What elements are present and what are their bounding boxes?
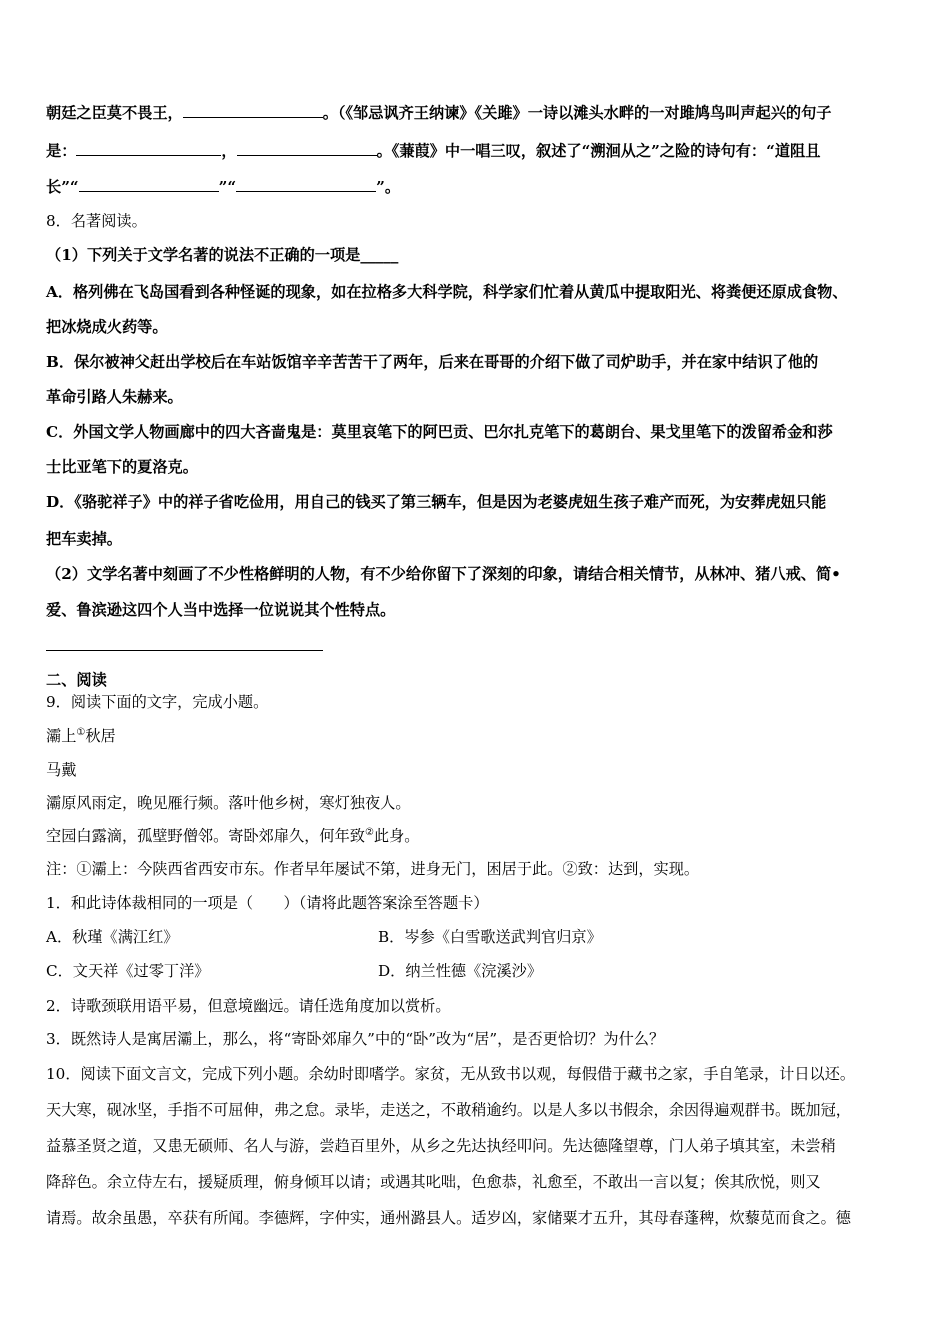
q10-line-3: 益慕圣贤之道，又患无硕师、名人与游，尝趋百里外，从乡之先达执经叩问。先达德隆望尊，门人弟子填其室，未尝稍 — [46, 1137, 836, 1155]
q9-option-c: C．文天祥《过零丁洋》 — [46, 962, 210, 980]
q8-option-a-line-1: A．格列佛在飞岛国看到各种怪诞的现象，如在拉格多大科学院，科学家们忙着从黄瓜中提取阳光、将粪便还原成食物、 — [46, 283, 848, 301]
q9-title: 9．阅读下面的文字，完成小题。 — [46, 693, 269, 711]
poem-title-text: 秋居 — [85, 727, 116, 745]
answer-blank[interactable] — [79, 177, 219, 192]
poem-note: 注：①灞上：今陕西省西安市东。作者早年屡试不第，进身无门，困居于此。②致：达到，实现。 — [46, 860, 700, 878]
q9-option-d: D．纳兰性德《浣溪沙》 — [378, 962, 543, 980]
q7-text: 。（《邹忌讽齐王纳谏》《关雎》一诗以滩头水畔的一对雎鸠鸟叫声起兴的句子 — [322, 104, 832, 122]
q8-option-d-line-1: D．《骆驼祥子》中的祥子省吃俭用，用自己的钱买了第三辆车，但是因为老婆虎妞生孩子难产而死，为安葬虎妞只能 — [46, 493, 827, 511]
q7-text: 长”“ — [46, 178, 79, 196]
poem-title-text: 灞上 — [46, 727, 77, 745]
q10-line-5: 请焉。故余虽愚，卒获有所闻。李德辉，字仲实，通州潞县人。适岁凶，家储粟才五升，其母春蓬稗，炊藜苋而食之。德 — [46, 1209, 851, 1227]
q10-line-1: 10．阅读下面文言文，完成下列小题。余幼时即嗜学。家贫，无从致书以观，每假借于藏书之家，手自笔录，计日以还。 — [46, 1065, 856, 1083]
answer-blank[interactable] — [237, 141, 377, 156]
q8-subquestion-2-line-2: 爱、鲁滨逊这四个人当中选择一位说说其个性特点。 — [46, 601, 396, 619]
q8-option-d-line-2: 把车卖掉。 — [46, 530, 122, 548]
q7-line-1 — [46, 103, 831, 123]
q7-text: ， — [221, 142, 237, 160]
q8-subquestion-1: （1）下列关于文学名著的说法不正确的一项是_____ — [46, 246, 399, 264]
footnote-mark: ① — [76, 727, 86, 738]
q7-text: 是： — [46, 142, 77, 160]
q9-subquestion-2: 2．诗歌颈联用语平易，但意境幽远。请任选角度加以赏析。 — [46, 997, 451, 1015]
poem-text: 此身。 — [373, 827, 420, 845]
answer-blank[interactable] — [183, 103, 323, 118]
q9-subquestion-1: 1．和此诗体裁相同的一项是（ ）（请将此题答案涂至答题卡） — [46, 894, 489, 912]
q8-option-b-line-2: 革命引路人朱赫来。 — [46, 388, 183, 406]
q7-text: 朝廷之臣莫不畏王， — [46, 104, 183, 122]
q7-text: ”“ — [218, 178, 237, 196]
poem-line-1: 灞原风雨定，晚见雁行频。落叶他乡树，寒灯独夜人。 — [46, 794, 411, 812]
answer-blank[interactable] — [236, 177, 376, 192]
answer-blank[interactable] — [76, 141, 221, 156]
q9-option-b: B．岑参《白雪歌送武判官归京》 — [378, 928, 602, 946]
q10-line-4: 降辞色。余立侍左右，援疑质理，俯身倾耳以请；或遇其叱咄，色愈恭，礼愈至，不敢出一言以复；俟其欣悦，则又 — [46, 1173, 821, 1191]
poem-line-2 — [46, 826, 419, 846]
q8-subquestion-2-line-1: （2）文学名著中刻画了不少性格鲜明的人物，有不少给你留下了深刻的印象，请结合相关情节，从林冲、猪八戒、简• — [46, 565, 841, 583]
poem-text: 空园白露滴，孤壁野僧邻。寄卧郊扉久，何年致 — [46, 827, 365, 845]
footnote-mark: ② — [364, 827, 374, 838]
q7-text: 。《蒹葭》中一唱三叹，叙述了“溯洄从之”之险的诗句有：“道阻且 — [376, 142, 821, 160]
q8-option-b-line-1: B．保尔被神父赶出学校后在车站饭馆辛辛苦苦干了两年，后来在哥哥的介绍下做了司炉助手，并在家中结识了他的 — [46, 353, 819, 371]
q8-title: 8．名著阅读。 — [46, 212, 147, 230]
q7-text: ”。 — [376, 178, 401, 196]
q8-option-c-line-1: C．外国文学人物画廊中的四大吝啬鬼是：莫里哀笔下的阿巴贡、巴尔扎克笔下的葛朗台、果戈里笔下的泼留希金和莎 — [46, 423, 833, 441]
section-heading: 二、阅读 — [46, 671, 107, 689]
q9-subquestion-3: 3．既然诗人是寓居灞上，那么，将“寄卧郊扉久”中的“卧”改为“居”，是否更恰切？为什么？ — [46, 1030, 665, 1048]
q10-line-2: 天大寒，砚冰坚，手指不可屈伸，弗之怠。录毕，走送之，不敢稍逾约。以是人多以书假余，余因得遍观群书。既加冠， — [46, 1101, 851, 1119]
q7-line-2 — [46, 141, 820, 161]
poem-title — [46, 726, 116, 746]
q8-option-c-line-2: 士比亚笔下的夏洛克。 — [46, 458, 198, 476]
q9-option-a: A．秋瑾《满江红》 — [46, 928, 179, 946]
q8-option-a-line-2: 把冰烧成火药等。 — [46, 318, 168, 336]
q7-line-3 — [46, 177, 400, 197]
poem-author: 马戴 — [46, 761, 77, 779]
answer-line[interactable] — [46, 650, 323, 651]
